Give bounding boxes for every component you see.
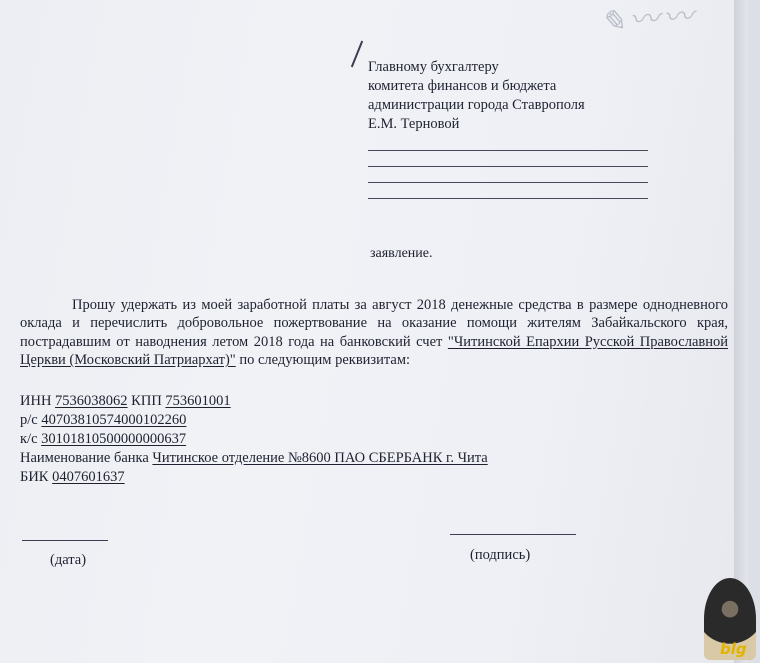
- request-text: Прошу удержать из моей заработной платы за август 2018 денежные средства в размере однодневного оклада и перечислить добровольное пожертвование на оказание помощи жителям Забайкальского края, пострадавшим от наводнения летом 2018 года на банковский счет: [20, 297, 728, 350]
- request-paragraph: [20, 296, 728, 369]
- bik-value: 0407601637: [52, 469, 125, 485]
- sender-blank-line: [368, 182, 648, 183]
- kpp-label: КПП: [131, 393, 162, 409]
- inn-label: ИНН: [20, 393, 52, 409]
- date-label: (дата): [50, 552, 87, 568]
- sender-blank-line: [368, 150, 648, 151]
- bik-row: [20, 468, 488, 487]
- inn-value: 7536038062: [55, 393, 128, 409]
- kpp-value: 753601001: [165, 393, 231, 409]
- bik-label: БИК: [20, 469, 49, 485]
- watermark-logo: blg: [720, 640, 747, 658]
- addressee-line-3: администрации города Ставрополя: [368, 97, 585, 113]
- sender-blank-line: [368, 166, 648, 167]
- request-text-end: по следующим реквизитам:: [235, 351, 411, 368]
- rs-row: [20, 411, 488, 430]
- addressee-line-4: Е.М. Терновой: [368, 116, 460, 132]
- addressee-line-1: Главному бухгалтеру: [368, 59, 499, 75]
- organization-name: "Читинской Епархии Русской Православной Церкви (Московский Патриархат)": [20, 333, 729, 368]
- ks-label: к/с: [20, 431, 38, 447]
- bank-label: Наименование банка: [20, 450, 149, 466]
- document-title: заявление.: [370, 246, 433, 261]
- date-line: [22, 540, 108, 541]
- rs-label: р/с: [20, 412, 38, 428]
- bank-requisites: [20, 392, 488, 487]
- bank-row: [20, 449, 488, 468]
- top-handwriting-scrawl: ✎〰〰: [599, 0, 699, 40]
- ks-row: [20, 430, 488, 449]
- pen-mark: [351, 41, 363, 68]
- sender-blank-line: [368, 198, 648, 199]
- addressee-line-2: комитета финансов и бюджета: [368, 78, 557, 94]
- bank-value: Читинское отделение №8600 ПАО СБЕРБАНК г. Чита: [152, 450, 488, 466]
- signature-line: [450, 534, 576, 535]
- addressee-block: [368, 58, 585, 134]
- rs-value: 40703810574000102260: [41, 412, 187, 428]
- signature-label: (подпись): [470, 547, 531, 563]
- ks-value: 30101810500000000637: [41, 431, 187, 447]
- inn-kpp-row: [20, 392, 488, 411]
- page-edge: [734, 0, 748, 663]
